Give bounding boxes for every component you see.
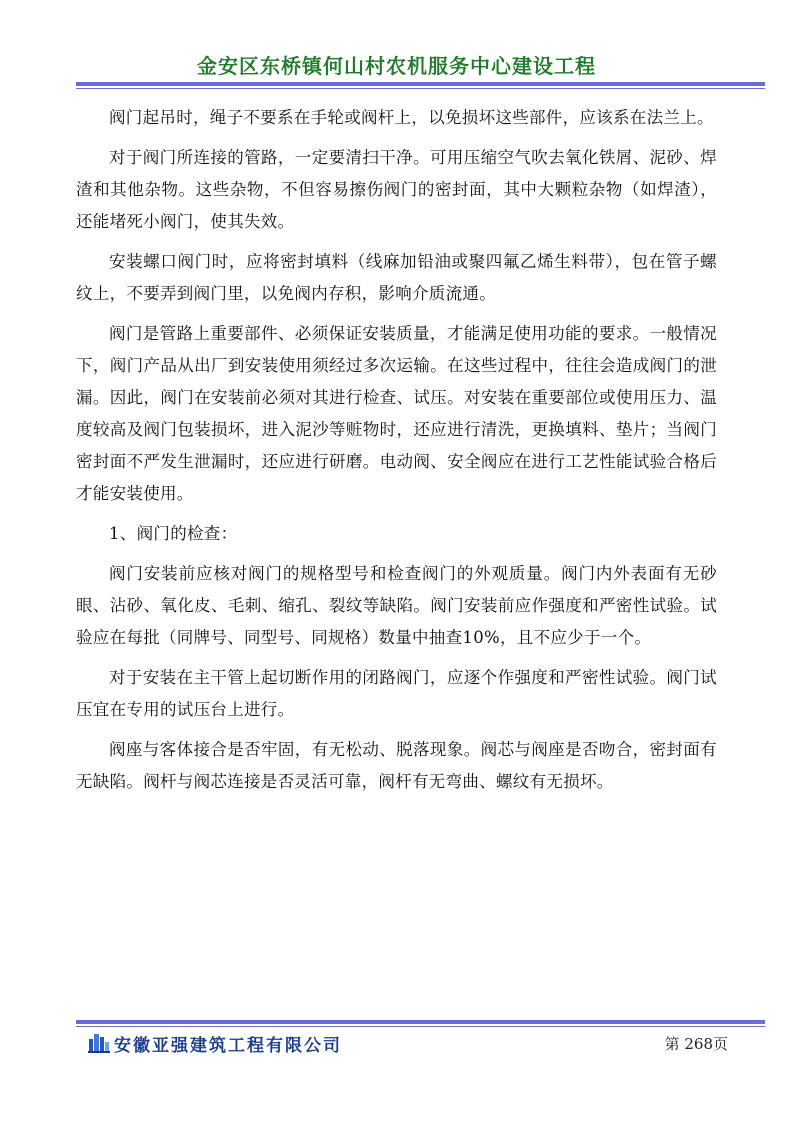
paragraph: 阀门安装前应核对阀门的规格型号和检查阀门的外观质量。阀门内外表面有无砂眼、沾砂、氧化皮、毛刺、缩孔、裂纹等缺陷。阀门安装前应作强度和严密性试验。试验应在每批（同牌号、同型号、同规格）数量中抽查10%，且不应少于一个。 (76, 564, 717, 647)
header-rule-thin (76, 88, 765, 89)
document-body (76, 102, 717, 806)
paragraph: 安装螺口阀门时，应将密封填料（线麻加铅油或聚四氟乙烯生料带），包在管子螺纹上，不要弄到阀门里，以免阀内存积，影响介质流通。 (76, 252, 717, 303)
paragraph: 阀门是管路上重要部件、必须保证安装质量，才能满足使用功能的要求。一般情况下，阀门产品从出厂到安装使用须经过多次运输。在这些过程中，往往会造成阀门的泄漏。因此，阀门在安装前必须对其进行检查、试压。对安装在重要部位或使用压力、温度较高及阀门包装损坏，进入泥沙等赃物时，还应进行清洗，更换填料、垫片；当阀门密封面不严发生泄漏时，还应进行研磨。电动阀、安全阀应在进行工艺性能试验合格后才能安装使用。 (76, 324, 717, 503)
paragraph: 阀座与客体接合是否牢固，有无松动、脱落现象。阀芯与阀座是否吻合，密封面有无缺陷。阀杆与阀芯连接是否灵活可靠，阀杆有无弯曲、螺纹有无损坏。 (76, 740, 717, 791)
page-number: 第 268页 (664, 1035, 728, 1053)
paragraph: 对于阀门所连接的管路，一定要清扫干净。可用压缩空气吹去氧化铁屑、泥砂、焊渣和其他杂物。这些杂物，不但容易擦伤阀门的密封面，其中大颗粒杂物（如焊渣），还能堵死小阀门，使其失效。 (76, 148, 717, 231)
company-name: 安徽亚强建筑工程有限公司 (114, 1036, 342, 1056)
page-footer (88, 1029, 728, 1057)
section-heading: 1、阀门的检查： (109, 524, 238, 543)
company-logo-icon (88, 1031, 110, 1053)
footer-rule-thick (76, 1020, 765, 1024)
page-header-title: 金安区东桥镇何山村农机服务中心建设工程 (197, 54, 596, 78)
paragraph: 阀门起吊时，绳子不要系在手轮或阀杆上，以免损坏这些部件，应该系在法兰上。 (109, 108, 714, 127)
header-rule-thick (76, 82, 765, 86)
paragraph: 对于安装在主干管上起切断作用的闭路阀门，应逐个作强度和严密性试验。阀门试压宜在专用的试压台上进行。 (76, 668, 717, 719)
footer-rule-thin (76, 1026, 765, 1027)
